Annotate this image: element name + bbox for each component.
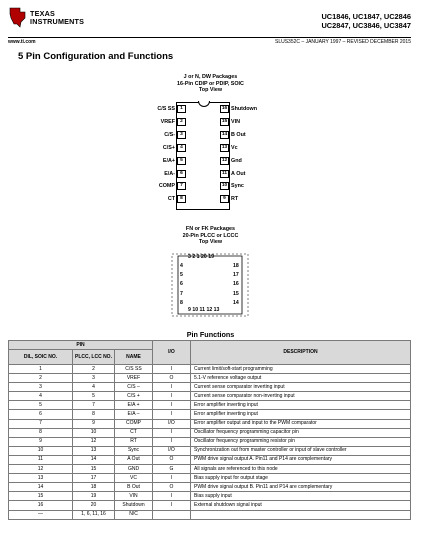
dip-caption	[0, 74, 421, 94]
dip-pin-left	[163, 157, 186, 165]
cell-plcc: 17	[73, 474, 115, 483]
plcc-left-pin-number: 4	[180, 263, 183, 269]
plcc-left-pin-number: 5	[180, 272, 183, 279]
pin-label: VIN	[231, 118, 240, 125]
cell-dil: 1	[9, 365, 73, 374]
cell-name: E/A +	[115, 401, 153, 410]
table-row	[9, 437, 411, 446]
cell-plcc: 20	[73, 501, 115, 510]
cell-plcc: 15	[73, 465, 115, 474]
cell-dil: 14	[9, 483, 73, 492]
table-row	[9, 492, 411, 501]
cell-plcc: 4	[73, 383, 115, 392]
cell-description: All signals are referenced to this node	[191, 465, 411, 474]
cell-io	[153, 510, 191, 519]
cell-plcc: 14	[73, 455, 115, 464]
header-divider	[8, 37, 411, 38]
cell-description: 5.1-V reference voltage output	[191, 374, 411, 383]
cell-plcc: 18	[73, 483, 115, 492]
pin-label: B Out	[231, 131, 246, 138]
plcc-top-pins: 3 2 1 20 19	[188, 254, 214, 260]
cell-name: C/S +	[115, 392, 153, 401]
cell-dil: 11	[9, 455, 73, 464]
document-id: SLUS352C – JANUARY 1997 – REVISED DECEMBER 2015	[275, 39, 411, 45]
dip-pin-left	[157, 105, 186, 113]
cell-io: I/O	[153, 419, 191, 428]
plcc-right-pin-number: 15	[233, 290, 239, 297]
cell-io: I	[153, 428, 191, 437]
cell-io: I	[153, 474, 191, 483]
cell-name: VIN	[115, 492, 153, 501]
table-row	[9, 465, 411, 474]
pin-label: Shutdown	[231, 106, 258, 112]
header-plcc: PLCC, LCC NO.	[73, 350, 115, 365]
dip-pin-right	[220, 144, 238, 152]
pin-label: A Out	[231, 170, 246, 177]
cell-io: I	[153, 401, 191, 410]
cell-dil: 6	[9, 410, 73, 419]
pin-label: RT	[231, 196, 239, 203]
cell-io: I	[153, 392, 191, 401]
dip-pin-right	[220, 118, 240, 126]
cell-plcc: 19	[73, 492, 115, 501]
pin-label: COMP	[158, 183, 175, 190]
pin-number: 16	[221, 106, 228, 111]
cell-description: Error amplifier inverting input	[191, 401, 411, 410]
cell-description: Error amplifier output and input to the PWM comparator	[191, 419, 411, 428]
logo-line2: INSTRUMENTS	[30, 17, 85, 26]
cell-name: VREF	[115, 374, 153, 383]
dip-pin-right	[220, 182, 244, 190]
cell-plcc: 3	[73, 374, 115, 383]
cell-io: I	[153, 492, 191, 501]
cell-name: COMP	[115, 419, 153, 428]
dip-pin-left	[168, 195, 186, 203]
cell-plcc: 8	[73, 410, 115, 419]
cell-dil: 10	[9, 446, 73, 455]
pin-number: 6	[177, 170, 186, 178]
dip-pin-left	[163, 144, 186, 152]
cell-name: GND	[115, 465, 153, 474]
cell-description: Bias supply input	[191, 492, 411, 501]
pin-number: 7	[177, 182, 186, 190]
cell-io: I	[153, 501, 191, 510]
plcc-right-pin-number: 17	[233, 272, 239, 279]
cell-plcc: 12	[73, 437, 115, 446]
parts-line1: UC1846, UC1847, UC2846	[321, 12, 411, 21]
table-row	[9, 474, 411, 483]
cell-description: External shutdown signal input	[191, 501, 411, 510]
cell-description: Oscillator frequency programming capacitor pin	[191, 428, 411, 437]
pin-number: 9	[220, 195, 229, 203]
cell-name: N/C	[115, 510, 153, 519]
pin-number: 10	[221, 183, 228, 189]
section-title: 5 Pin Configuration and Functions	[18, 51, 174, 62]
cell-name: Shutdown	[115, 501, 153, 510]
cell-dil: 13	[9, 474, 73, 483]
table-row	[9, 374, 411, 383]
header-dil: DIL, SOIC NO.	[9, 350, 73, 365]
header-name: NAME	[115, 350, 153, 365]
cell-name: VC	[115, 474, 153, 483]
table-title: Pin Functions	[186, 330, 235, 339]
website-link[interactable]: www.ti.com	[8, 39, 36, 45]
cell-name: C/S SS	[115, 365, 153, 374]
cell-dil: 4	[9, 392, 73, 401]
cell-description: PWM drive signal output A. Pin11 and P14 are complementary	[191, 455, 411, 464]
pin-number: 14	[221, 131, 228, 137]
cell-name: B Out	[115, 483, 153, 492]
cell-dil: 7	[9, 419, 73, 428]
cell-dil: 9	[9, 437, 73, 446]
table-row	[9, 365, 411, 374]
cell-name: RT	[115, 437, 153, 446]
header-pin: PIN	[9, 341, 153, 350]
cell-name: C/S –	[115, 383, 153, 392]
cell-io: O	[153, 455, 191, 464]
plcc-caption	[0, 226, 421, 246]
plcc-bottom-pins: 9 10 11 12 13	[188, 307, 220, 313]
table-row	[9, 419, 411, 428]
pin-number: 13	[221, 144, 228, 150]
cell-description: Error amplifier inverting input	[191, 410, 411, 419]
header-io: I/O	[153, 341, 191, 365]
plcc-right-pin-number: 14	[233, 299, 239, 306]
pin-number: 5	[177, 157, 186, 165]
cell-dil: 8	[9, 428, 73, 437]
plcc-left-pin-number: 8	[180, 299, 183, 306]
table-row	[9, 401, 411, 410]
cell-name: A Out	[115, 455, 153, 464]
dip-pin-right	[220, 157, 242, 165]
cell-dil: 3	[9, 383, 73, 392]
cell-description: Current sense comparator inverting input	[191, 383, 411, 392]
pin-number: 1	[177, 105, 186, 113]
pin-label: Vc	[231, 144, 238, 151]
ti-logo-icon	[8, 6, 28, 28]
cell-dil: 2	[9, 374, 73, 383]
plcc-caption-line3: Top View	[198, 239, 223, 245]
dip-pin-left	[161, 118, 186, 126]
pin-label: VREF	[160, 118, 175, 125]
dip-pin-right	[220, 170, 245, 178]
table-row	[9, 392, 411, 401]
cell-io: I/O	[153, 446, 191, 455]
plcc-left-pin-number: 7	[180, 290, 183, 297]
dip-pin-left	[164, 170, 186, 178]
table-body	[9, 365, 411, 520]
dip-caption-line3: Top View	[198, 87, 223, 93]
pin-label: E/A+	[162, 157, 175, 164]
pin-number: 3	[177, 131, 186, 139]
cell-name: Sync	[115, 446, 153, 455]
cell-dil: 12	[9, 465, 73, 474]
cell-name: E/A –	[115, 410, 153, 419]
pin-number: 4	[177, 144, 186, 152]
cell-io: I	[153, 437, 191, 446]
table-row	[9, 410, 411, 419]
table-row	[9, 455, 411, 464]
plcc-right-pin-number: 16	[233, 281, 239, 288]
dip-pin-right	[220, 131, 246, 139]
cell-plcc: 7	[73, 401, 115, 410]
logo-text	[30, 10, 84, 26]
pin-number: 11	[221, 170, 228, 176]
cell-dil: —	[9, 510, 73, 519]
cell-description: Bias supply input for output stage	[191, 474, 411, 483]
cell-plcc: 10	[73, 428, 115, 437]
pin-label: CT	[167, 196, 175, 203]
pin-label: Gnd	[231, 157, 242, 164]
pin-label: C/S SS	[157, 106, 175, 112]
plcc-left-pin-number: 6	[180, 281, 183, 288]
pin-label: C/S+	[162, 144, 175, 151]
logo-line1: TEXAS	[30, 9, 55, 18]
cell-io: G	[153, 465, 191, 474]
table-row	[9, 501, 411, 510]
parts-line2: UC2847, UC3846, UC3847	[321, 21, 411, 30]
pin-label: C/S-	[164, 131, 175, 138]
cell-io: I	[153, 365, 191, 374]
cell-plcc: 13	[73, 446, 115, 455]
table-row	[9, 446, 411, 455]
cell-plcc: 2	[73, 365, 115, 374]
cell-description	[191, 510, 411, 519]
table-row	[9, 428, 411, 437]
cell-name: CT	[115, 428, 153, 437]
table-row	[9, 510, 411, 519]
pin-functions-table	[8, 340, 411, 520]
pin-number: 8	[177, 195, 186, 203]
dip-pin-right	[220, 105, 257, 113]
part-numbers	[321, 12, 411, 30]
dip-pin-left	[164, 131, 186, 139]
cell-description: Current limit/soft-start programming	[191, 365, 411, 374]
cell-io: O	[153, 483, 191, 492]
cell-description: Oscillator frequency programming resistor pin	[191, 437, 411, 446]
cell-dil: 16	[9, 501, 73, 510]
plcc-caption-line1: FN or FK Packages	[185, 226, 236, 232]
cell-plcc: 1, 6, 11, 16	[73, 510, 115, 519]
table-row	[9, 383, 411, 392]
pin-number: 15	[221, 118, 228, 124]
cell-io: I	[153, 383, 191, 392]
ti-logo	[8, 6, 98, 32]
cell-description: PWM drive signal output B. Pin11 and P14 are complementary	[191, 483, 411, 492]
dip-pin-right	[220, 195, 238, 203]
pin-number: 12	[221, 157, 228, 163]
cell-description: Current sense comparator non-inverting input	[191, 392, 411, 401]
pin-number: 2	[177, 118, 186, 126]
pin-label: Sync	[231, 183, 244, 190]
pin-label: E/A-	[164, 170, 175, 177]
dip-caption-line1: J or N, DW Packages	[183, 74, 238, 80]
cell-plcc: 9	[73, 419, 115, 428]
dip-caption-line2: 16-Pin CDIP or PDIP, SOIC	[177, 80, 244, 87]
plcc-caption-line2: 20-Pin PLCC or LCCC	[182, 232, 239, 239]
cell-dil: 5	[9, 401, 73, 410]
header-description: DESCRIPTION	[191, 341, 411, 365]
cell-plcc: 5	[73, 392, 115, 401]
plcc-right-pin-number: 18	[233, 263, 239, 269]
table-row	[9, 483, 411, 492]
dip-pin-left	[159, 182, 186, 190]
cell-description: Synchronization out from master controller or input of slave controller	[191, 446, 411, 455]
cell-io: I	[153, 410, 191, 419]
cell-dil: 15	[9, 492, 73, 501]
cell-io: O	[153, 374, 191, 383]
